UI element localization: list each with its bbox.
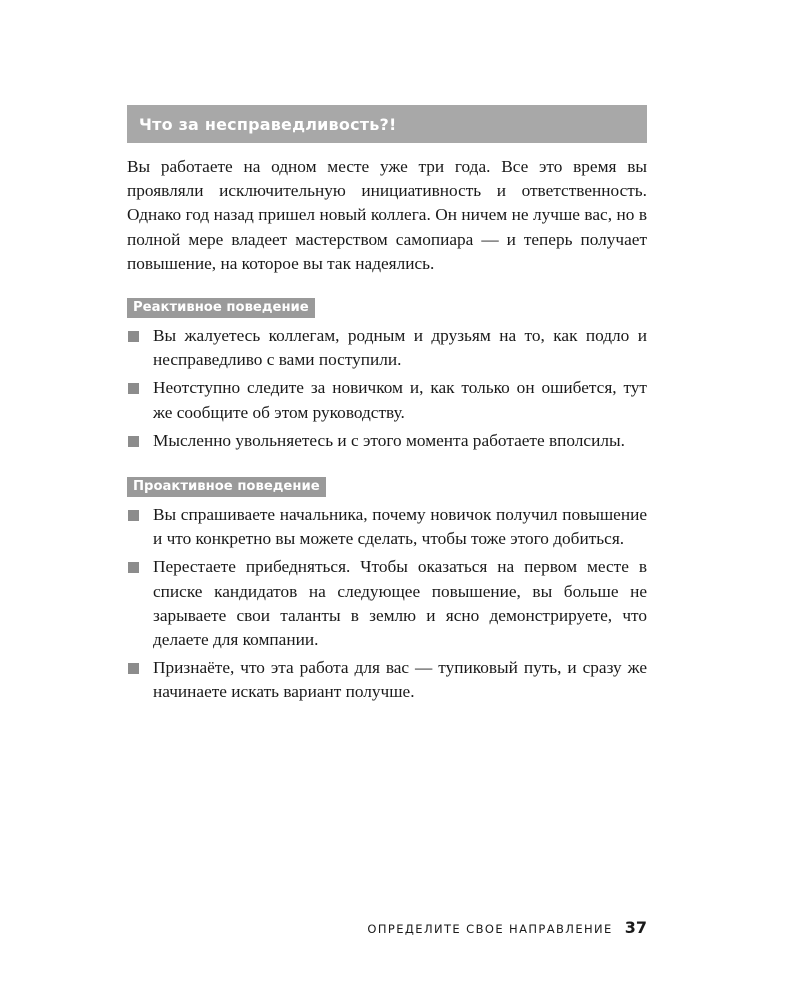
list-item-text: Неотступно следите за новичком и, как только он ошибется, тут же сообщите об этом руководству. (153, 378, 647, 422)
square-bullet-icon (128, 510, 139, 521)
proactive-section (127, 477, 647, 705)
reactive-list (127, 324, 647, 453)
list-item-text: Мысленно увольняетесь и с этого момента работаете вполсилы. (153, 430, 625, 450)
square-bullet-icon (128, 383, 139, 394)
proactive-label: Проактивное поведение (127, 477, 326, 497)
square-bullet-icon (128, 331, 139, 342)
box-header (127, 105, 647, 143)
proactive-list (127, 503, 647, 705)
page-number: 37 (624, 918, 647, 937)
box-title: Что за несправедливость?! (139, 114, 397, 134)
list-item-text: Вы жалуетесь коллегам, родным и друзьям на то, как подло и несправедливо с вами поступили. (153, 326, 647, 370)
list-item (127, 324, 647, 372)
list-item-text: Признаёте, что эта работа для вас — тупиковый путь, и сразу же начинаете искать вариант получше. (153, 658, 647, 702)
list-item (127, 656, 647, 704)
square-bullet-icon (128, 436, 139, 447)
running-head: ОПРЕДЕЛИТЕ СВОЕ НАПРАВЛЕНИЕ (367, 922, 613, 936)
list-item (127, 555, 647, 652)
page-content (127, 105, 647, 709)
list-item-text: Вы спрашиваете начальника, почему новичок получил повышение и что конкретно вы можете сделать, чтобы тоже этого добиться. (153, 505, 647, 549)
list-item (127, 376, 647, 424)
page-footer (367, 918, 647, 937)
square-bullet-icon (128, 663, 139, 674)
reactive-section (127, 298, 647, 453)
reactive-label: Реактивное поведение (127, 298, 315, 318)
intro-paragraph: Вы работаете на одном месте уже три года. Все это время вы проявляли исключительную инициативность и ответственность. Однако год назад пришел новый коллега. Он ничем не лучше вас, но в полной мере владеет мастерством самопиара — и теперь получает повышение, на которое вы так надеялись. (127, 157, 647, 273)
list-item (127, 503, 647, 551)
list-item (127, 429, 647, 453)
list-item-text: Перестаете прибедняться. Чтобы оказаться на первом месте в списке кандидатов на следующее повышение, вы больше не зарываете свои таланты в землю и ясно демонстрируете, что делаете для компании. (153, 557, 647, 650)
square-bullet-icon (128, 562, 139, 573)
